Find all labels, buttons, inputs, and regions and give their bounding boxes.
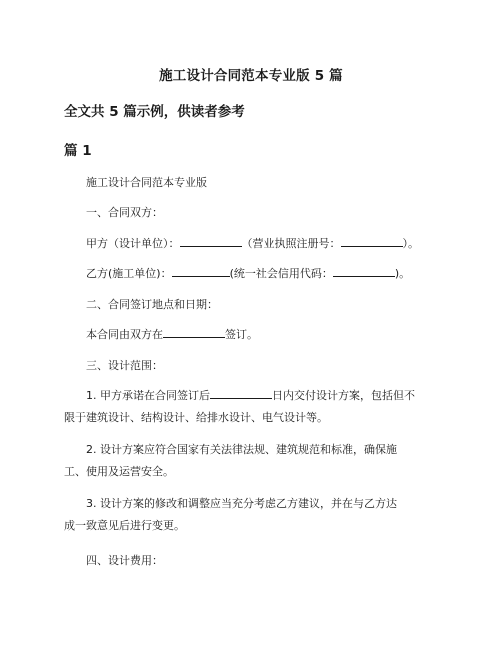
party-a-line [64, 232, 438, 256]
party-a-close: ）。 [402, 237, 419, 250]
signing-heading-text: 二、合同签订地点和日期： [86, 298, 218, 311]
scope-item-1-text-a: 1. 甲方承诺在合同签订后 [86, 389, 210, 402]
scope-item-1-text-b: 日内交付设计方案，包括但不 [272, 389, 415, 402]
party-b-code-blank [333, 263, 395, 277]
party-a-reg-blank [341, 233, 403, 247]
party-b-name-blank [172, 263, 230, 277]
party-a-label: 甲方（设计单位）： [86, 237, 180, 250]
scope-item-2 [64, 439, 440, 483]
delivery-days-blank [210, 385, 272, 399]
party-a-name-blank [180, 233, 242, 247]
contract-title-line [64, 171, 438, 195]
fees-heading [64, 549, 438, 573]
fees-heading-text: 四、设计费用： [86, 554, 163, 567]
scope-item-3-text-b: 成一致意见后进行变更。 [64, 519, 185, 532]
scope-item-3 [64, 493, 440, 537]
section-heading: 篇 1 [64, 143, 92, 159]
party-b-label: 乙方(施工单位)： [86, 267, 172, 280]
scope-item-1 [64, 385, 440, 429]
signing-heading [64, 293, 438, 317]
scope-heading-text: 三、设计范围： [86, 359, 163, 372]
document-title: 施工设计合同范本专业版 5 篇 [159, 68, 343, 84]
scope-item-3-text-a: 3. 设计方案的修改和调整应当充分考虑乙方建议，并在与乙方达 [86, 497, 397, 510]
parties-heading [64, 201, 438, 225]
parties-heading-text: 一、合同双方： [86, 206, 163, 219]
contract-title-text: 施工设计合同范本专业版 [86, 176, 207, 189]
signing-place-blank [163, 324, 225, 338]
scope-item-1-text-c: 限于建筑设计、结构设计、给排水设计、电气设计等。 [64, 411, 328, 424]
party-a-reg-label: （营业执照注册号： [241, 237, 341, 250]
scope-heading [64, 354, 438, 378]
scope-item-2-text-a: 2. 设计方案应符合国家有关法律法规、建筑规范和标准，确保施 [86, 443, 397, 456]
party-b-close: )。 [394, 267, 411, 280]
party-b-code-label: (统一社会信用代码： [229, 267, 333, 280]
signing-place-line [64, 323, 438, 347]
signing-place-close: 签订。 [225, 328, 258, 341]
party-b-line [64, 262, 438, 286]
document-summary: 全文共 5 篇示例，供读者参考 [64, 104, 245, 120]
signing-place-label: 本合同由双方在 [86, 328, 163, 341]
scope-item-2-text-b: 工、使用及运营安全。 [64, 465, 174, 478]
